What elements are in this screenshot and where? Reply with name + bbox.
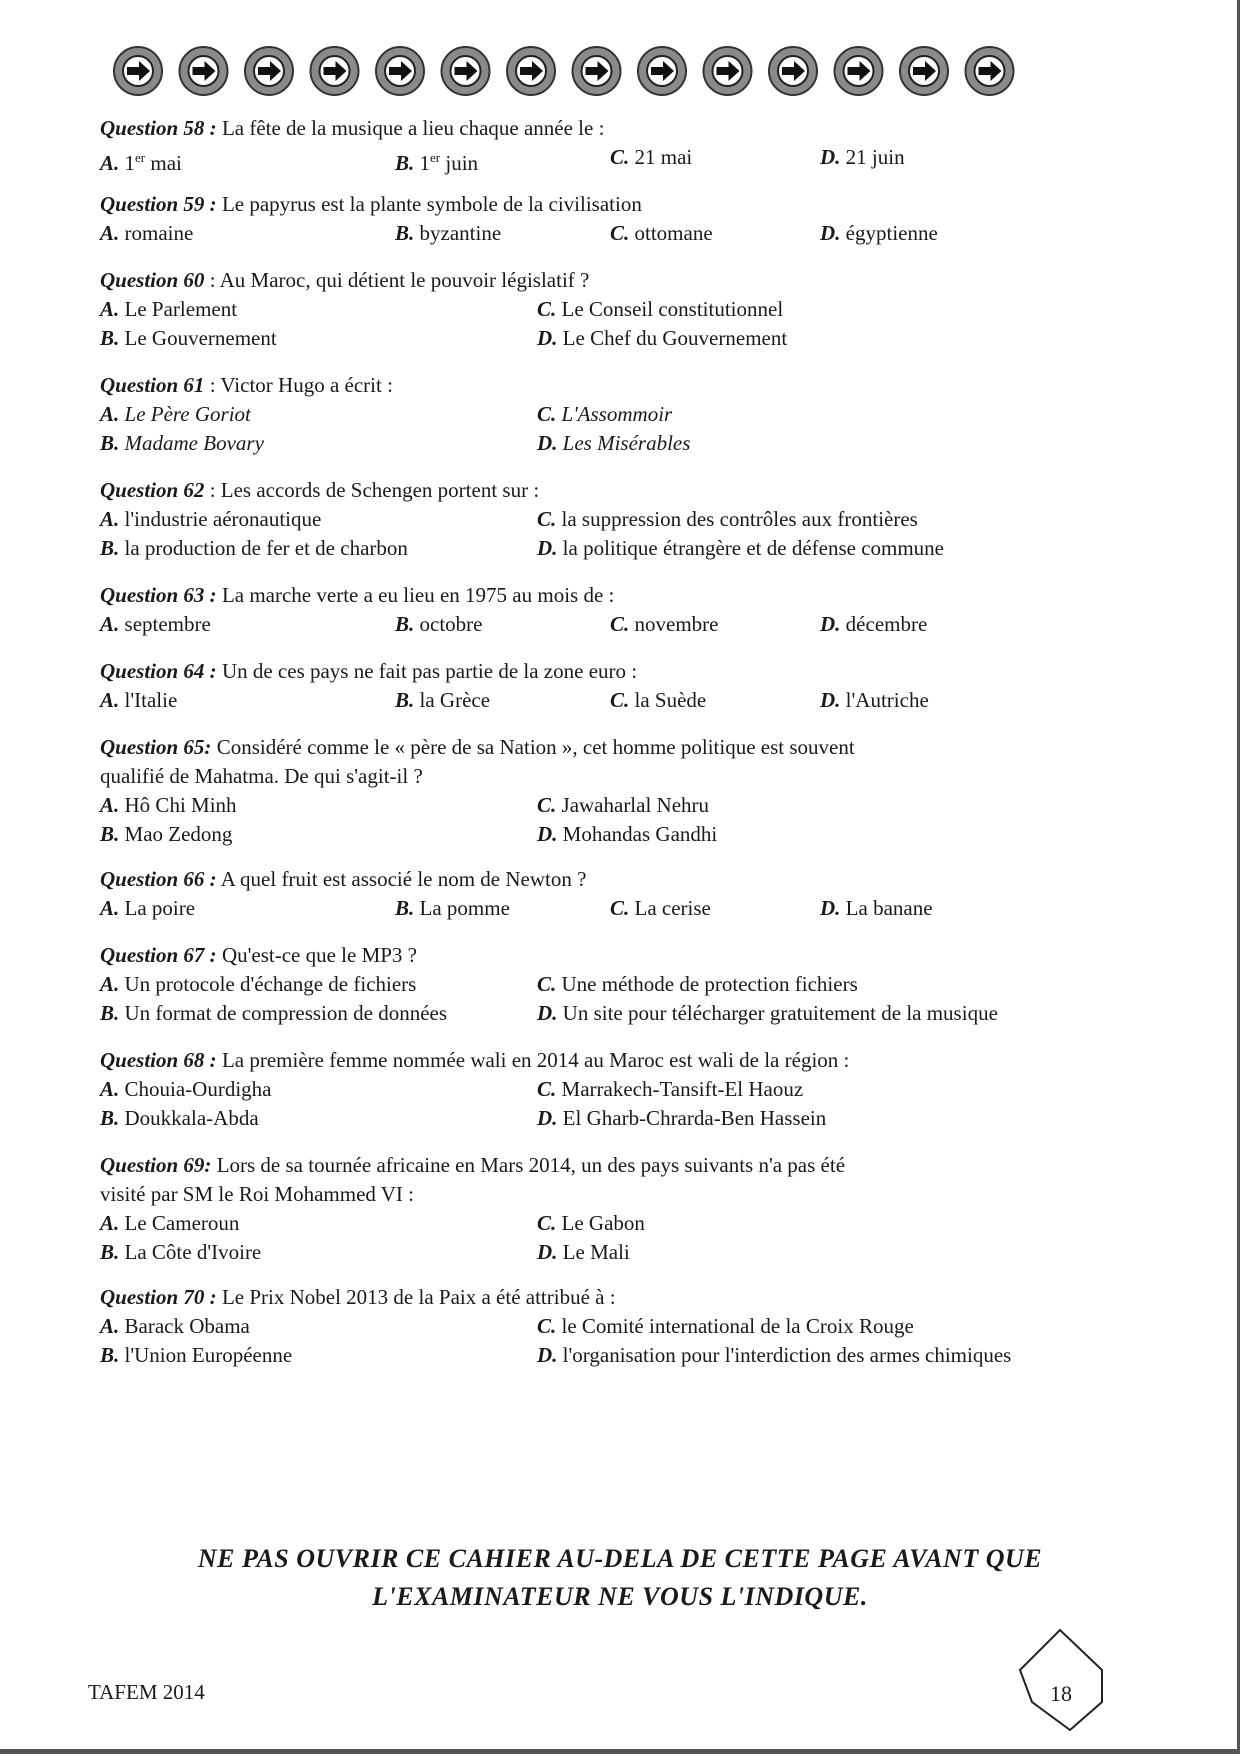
- options-row: [100, 894, 1100, 923]
- options-row: [100, 1238, 1100, 1267]
- option-letter: D.: [537, 536, 558, 560]
- question-block: [100, 657, 1100, 715]
- circled-right-arrow-icon: [769, 47, 817, 95]
- option-text: Un site pour télécharger gratuitement de la musique: [562, 1001, 998, 1025]
- options-row: [100, 219, 1100, 248]
- option-text: l'industrie aéronautique: [124, 507, 322, 531]
- options-row: [100, 1104, 1100, 1133]
- question-line: [100, 1283, 1100, 1312]
- question-block: [100, 581, 1100, 639]
- circled-right-arrow-icon: [966, 47, 1014, 95]
- option-letter: C.: [610, 612, 630, 636]
- answer-option[interactable]: [100, 999, 447, 1028]
- option-letter: D.: [820, 612, 841, 636]
- question-text: Un de ces pays ne fait pas partie de la zone euro :: [221, 659, 638, 683]
- option-text: Barack Obama: [124, 1314, 250, 1338]
- option-text: la politique étrangère et de défense commune: [562, 536, 945, 560]
- option-text: Le Gouvernement: [124, 326, 277, 350]
- option-letter: C.: [610, 145, 630, 169]
- options-row: [100, 400, 1100, 429]
- page-number: 18: [1050, 1681, 1072, 1706]
- option-letter: B.: [395, 688, 415, 712]
- answer-option[interactable]: [537, 999, 998, 1028]
- option-text: Le Mali: [562, 1240, 630, 1264]
- question-text: Le Prix Nobel 2013 de la Paix a été attribué à :: [221, 1285, 616, 1309]
- option-text: Marrakech-Tansift-El Haouz: [561, 1077, 804, 1101]
- option-letter: C.: [537, 297, 557, 321]
- question-label: Question 63 :: [100, 583, 217, 607]
- question-line: [100, 1151, 1100, 1180]
- question-label: Question 61: [100, 373, 205, 397]
- page-edge-bottom: [0, 1749, 1240, 1754]
- answer-option[interactable]: [395, 610, 483, 639]
- option-text: la Grèce: [419, 688, 491, 712]
- answer-option[interactable]: [820, 610, 927, 639]
- answer-option[interactable]: [100, 534, 408, 563]
- options-row: [100, 1209, 1100, 1238]
- option-letter: D.: [537, 822, 558, 846]
- question-text: : Les accords de Schengen portent sur :: [209, 478, 540, 502]
- option-text: Le Conseil constitutionnel: [561, 297, 784, 321]
- question-text: La fête de la musique a lieu chaque année le :: [221, 116, 605, 140]
- answer-option[interactable]: [100, 610, 211, 639]
- answer-option[interactable]: [610, 894, 711, 923]
- option-letter: B.: [100, 431, 120, 455]
- answer-option[interactable]: [100, 894, 195, 923]
- question-text-continued: visité par SM le Roi Mohammed VI :: [100, 1182, 415, 1206]
- option-text: 21 mai: [634, 145, 693, 169]
- option-letter: B.: [100, 326, 120, 350]
- option-text: octobre: [419, 612, 483, 636]
- answer-option[interactable]: [537, 820, 717, 849]
- options-row: [100, 429, 1100, 458]
- circled-right-arrow-icon: [638, 47, 686, 95]
- option-letter: B.: [100, 536, 120, 560]
- answer-option[interactable]: [100, 219, 193, 248]
- option-letter: A.: [100, 507, 120, 531]
- option-letter: A.: [100, 688, 120, 712]
- option-text: La cerise: [634, 896, 711, 920]
- question-line: [100, 476, 1100, 505]
- option-text: Hô Chi Minh: [124, 793, 237, 817]
- question-block: [100, 476, 1100, 563]
- option-text: l'Italie: [124, 688, 178, 712]
- answer-option[interactable]: [537, 1104, 826, 1133]
- option-letter: D.: [820, 688, 841, 712]
- question-block: [100, 865, 1100, 923]
- answer-option[interactable]: [537, 1075, 803, 1104]
- answer-option[interactable]: [395, 143, 478, 178]
- question-line: [100, 371, 1100, 400]
- option-letter: C.: [537, 1077, 557, 1101]
- option-text: Madame Bovary: [124, 431, 264, 455]
- answer-option[interactable]: [820, 219, 938, 248]
- question-text: : Victor Hugo a écrit :: [209, 373, 393, 397]
- question-label: Question 64 :: [100, 659, 217, 683]
- option-letter: B.: [100, 1343, 120, 1367]
- option-text: La pomme: [419, 896, 510, 920]
- option-text: Le Gabon: [561, 1211, 645, 1235]
- question-block: [100, 1046, 1100, 1133]
- option-text: Le Père Goriot: [124, 402, 251, 426]
- answer-option[interactable]: [537, 295, 783, 324]
- option-letter: C.: [610, 688, 630, 712]
- answer-option[interactable]: [610, 143, 692, 172]
- answer-option[interactable]: [100, 324, 277, 353]
- option-letter: B.: [395, 151, 415, 175]
- option-text: byzantine: [419, 221, 502, 245]
- question-text: Le papyrus est la plante symbole de la civilisation: [221, 192, 642, 216]
- option-text: Un protocole d'échange de fichiers: [124, 972, 417, 996]
- option-text: la suppression des contrôles aux frontières: [561, 507, 918, 531]
- answer-option[interactable]: [537, 505, 918, 534]
- answer-option[interactable]: [610, 610, 719, 639]
- circled-right-arrow-icon: [900, 47, 948, 95]
- answer-option[interactable]: [100, 970, 416, 999]
- option-text: le Comité international de la Croix Rouge: [561, 1314, 914, 1338]
- answer-option[interactable]: [100, 791, 237, 820]
- question-label: Question 68 :: [100, 1048, 217, 1072]
- option-letter: A.: [100, 896, 120, 920]
- answer-option[interactable]: [100, 1104, 259, 1133]
- answer-option[interactable]: [537, 429, 690, 458]
- options-row: [100, 324, 1100, 353]
- option-text: Le Chef du Gouvernement: [562, 326, 788, 350]
- circled-right-arrow-icon: [507, 47, 555, 95]
- answer-option[interactable]: [100, 1312, 250, 1341]
- answer-option[interactable]: [100, 1341, 292, 1370]
- question-line: [100, 865, 1100, 894]
- question-text: A quel fruit est associé le nom de Newton ?: [220, 867, 587, 891]
- question-text: La première femme nommée wali en 2014 au Maroc est wali de la région :: [221, 1048, 850, 1072]
- option-letter: C.: [537, 1211, 557, 1235]
- option-text: Doukkala-Abda: [124, 1106, 259, 1130]
- answer-option[interactable]: [820, 143, 905, 172]
- option-letter: B.: [395, 612, 415, 636]
- circled-right-arrow-icon: [245, 47, 293, 95]
- options-row: [100, 610, 1100, 639]
- answer-option[interactable]: [610, 686, 706, 715]
- option-text: novembre: [634, 612, 719, 636]
- question-line: [100, 581, 1100, 610]
- options-row: [100, 1341, 1100, 1370]
- option-text: juin: [440, 151, 479, 175]
- options-row: [100, 505, 1100, 534]
- options-row: [100, 791, 1100, 820]
- option-letter: A.: [100, 221, 120, 245]
- question-label: Question 62: [100, 478, 205, 502]
- option-text: ottomane: [634, 221, 713, 245]
- option-letter: D.: [820, 145, 841, 169]
- option-text: L'Assommoir: [561, 402, 673, 426]
- circled-right-arrow-icon: [442, 47, 490, 95]
- answer-option[interactable]: [395, 894, 510, 923]
- option-letter: A.: [100, 972, 120, 996]
- options-row: [100, 1312, 1100, 1341]
- option-text: Chouia-Ourdigha: [124, 1077, 272, 1101]
- question-block: [100, 1283, 1100, 1370]
- answer-option[interactable]: [100, 143, 182, 178]
- answer-option[interactable]: [820, 894, 933, 923]
- answer-option[interactable]: [395, 686, 490, 715]
- question-line: [100, 1046, 1100, 1075]
- option-text: La poire: [124, 896, 196, 920]
- option-letter: B.: [100, 1240, 120, 1264]
- option-text: La Côte d'Ivoire: [124, 1240, 262, 1264]
- option-text: l'Autriche: [845, 688, 929, 712]
- answer-option[interactable]: [537, 324, 787, 353]
- question-block: [100, 266, 1100, 353]
- circled-right-arrow-icon: [180, 47, 228, 95]
- option-letter: A.: [100, 1077, 120, 1101]
- question-line: [100, 941, 1100, 970]
- option-text: l'organisation pour l'interdiction des armes chimiques: [562, 1343, 1012, 1367]
- option-letter: C.: [537, 507, 557, 531]
- option-letter: A.: [100, 793, 120, 817]
- option-text: la Suède: [634, 688, 707, 712]
- answer-option[interactable]: [537, 791, 709, 820]
- option-text: Le Parlement: [124, 297, 238, 321]
- question-text: La marche verte a eu lieu en 1975 au mois de :: [221, 583, 615, 607]
- option-letter: A.: [100, 612, 120, 636]
- option-letter: A.: [100, 151, 120, 175]
- option-text: El Gharb-Chrarda-Ben Hassein: [562, 1106, 827, 1130]
- option-letter: D.: [820, 221, 841, 245]
- circled-right-arrow-icon: [835, 47, 883, 95]
- option-letter: C.: [610, 896, 630, 920]
- options-row: [100, 534, 1100, 563]
- option-text: mai: [145, 151, 182, 175]
- question-block: [100, 190, 1100, 248]
- question-label: Question 70 :: [100, 1285, 217, 1309]
- question-list: [100, 114, 1100, 1388]
- option-letter: B.: [100, 822, 120, 846]
- answer-option[interactable]: [100, 429, 264, 458]
- option-text: Un format de compression de données: [124, 1001, 448, 1025]
- answer-option[interactable]: [537, 1341, 1011, 1370]
- option-letter: A.: [100, 297, 120, 321]
- question-text: Lors de sa tournée africaine en Mars 2014, un des pays suivants n'a pas été: [216, 1153, 846, 1177]
- arrow-banner: [112, 40, 1022, 102]
- question-line: [100, 190, 1100, 219]
- answer-option[interactable]: [537, 970, 858, 999]
- answer-option[interactable]: [100, 820, 232, 849]
- answer-option[interactable]: [100, 1075, 272, 1104]
- option-text: l'Union Européenne: [124, 1343, 293, 1367]
- answer-option[interactable]: [100, 400, 251, 429]
- option-letter: A.: [100, 1314, 120, 1338]
- answer-option[interactable]: [537, 1209, 645, 1238]
- option-text: Jawaharlal Nehru: [561, 793, 710, 817]
- options-row: [100, 820, 1100, 849]
- options-row: [100, 999, 1100, 1028]
- question-line: [100, 733, 1100, 762]
- question-block: [100, 1151, 1100, 1267]
- option-letter: A.: [100, 402, 120, 426]
- circled-right-arrow-icon: [376, 47, 424, 95]
- question-label: Question 69:: [100, 1153, 212, 1177]
- options-row: [100, 1075, 1100, 1104]
- question-block: [100, 941, 1100, 1028]
- warning-line-2: L'EXAMINATEUR NE VOUS L'INDIQUE.: [372, 1582, 868, 1611]
- question-text-continued: qualifié de Mahatma. De qui s'agit-il ?: [100, 764, 423, 788]
- option-number: 1: [419, 151, 431, 175]
- answer-option[interactable]: [100, 295, 237, 324]
- warning-line-1: NE PAS OUVRIR CE CAHIER AU-DELA DE CETTE PAGE AVANT QUE: [197, 1544, 1043, 1573]
- option-text: décembre: [845, 612, 928, 636]
- option-letter: D.: [537, 326, 558, 350]
- option-letter: C.: [537, 1314, 557, 1338]
- circled-right-arrow-icon: [311, 47, 359, 95]
- circled-right-arrow-icon: [704, 47, 752, 95]
- question-label: Question 58 :: [100, 116, 217, 140]
- question-label: Question 66 :: [100, 867, 217, 891]
- option-superscript: er: [430, 150, 441, 165]
- question-block: [100, 733, 1100, 849]
- options-row: [100, 295, 1100, 324]
- circled-right-arrow-icon: [114, 47, 162, 95]
- answer-option[interactable]: [537, 534, 944, 563]
- question-label: Question 59 :: [100, 192, 217, 216]
- option-text: septembre: [124, 612, 211, 636]
- question-label: Question 65:: [100, 735, 212, 759]
- option-letter: D.: [537, 1001, 558, 1025]
- option-letter: A.: [100, 1211, 120, 1235]
- option-letter: B.: [395, 896, 415, 920]
- option-text: Mao Zedong: [124, 822, 233, 846]
- option-letter: D.: [820, 896, 841, 920]
- answer-option[interactable]: [100, 686, 177, 715]
- option-letter: D.: [537, 431, 558, 455]
- question-label: Question 67 :: [100, 943, 217, 967]
- question-line: [100, 114, 1100, 143]
- option-text: romaine: [124, 221, 194, 245]
- option-letter: C.: [610, 221, 630, 245]
- question-block: [100, 114, 1100, 175]
- question-text: Considéré comme le « père de sa Nation », cet homme politique est souvent: [216, 735, 855, 759]
- answer-option[interactable]: [537, 1312, 914, 1341]
- option-text: 21 juin: [845, 145, 905, 169]
- answer-option[interactable]: [100, 1238, 261, 1267]
- option-letter: B.: [100, 1106, 120, 1130]
- option-letter: C.: [537, 972, 557, 996]
- options-row: [100, 686, 1100, 715]
- answer-option[interactable]: [820, 686, 929, 715]
- question-block: [100, 371, 1100, 458]
- option-text: Une méthode de protection fichiers: [561, 972, 858, 996]
- answer-option[interactable]: [537, 1238, 630, 1267]
- option-letter: D.: [537, 1343, 558, 1367]
- instruction-warning: [0, 1540, 1240, 1616]
- options-row: [100, 970, 1100, 999]
- option-superscript: er: [135, 150, 146, 165]
- option-letter: C.: [537, 793, 557, 817]
- answer-option[interactable]: [100, 1209, 239, 1238]
- question-text: : Au Maroc, qui détient le pouvoir législatif ?: [209, 268, 590, 292]
- question-line: [100, 266, 1100, 295]
- option-number: 1: [124, 151, 136, 175]
- question-label: Question 60: [100, 268, 205, 292]
- option-letter: D.: [537, 1106, 558, 1130]
- answer-option[interactable]: [100, 505, 321, 534]
- option-text: Les Misérables: [562, 431, 691, 455]
- option-letter: C.: [537, 402, 557, 426]
- option-text: La banane: [845, 896, 933, 920]
- answer-option[interactable]: [537, 400, 672, 429]
- exam-name: TAFEM 2014: [88, 1680, 205, 1704]
- answer-option[interactable]: [395, 219, 501, 248]
- option-letter: D.: [537, 1240, 558, 1264]
- answer-option[interactable]: [610, 219, 713, 248]
- option-text: Mohandas Gandhi: [562, 822, 718, 846]
- option-letter: B.: [100, 1001, 120, 1025]
- circled-right-arrow-icon: [573, 47, 621, 95]
- question-line: [100, 657, 1100, 686]
- question-text: Qu'est-ce que le MP3 ?: [221, 943, 417, 967]
- option-text: la production de fer et de charbon: [124, 536, 408, 560]
- option-letter: B.: [395, 221, 415, 245]
- options-row: [100, 143, 1100, 175]
- option-text: Le Cameroun: [124, 1211, 240, 1235]
- option-text: égyptienne: [845, 221, 938, 245]
